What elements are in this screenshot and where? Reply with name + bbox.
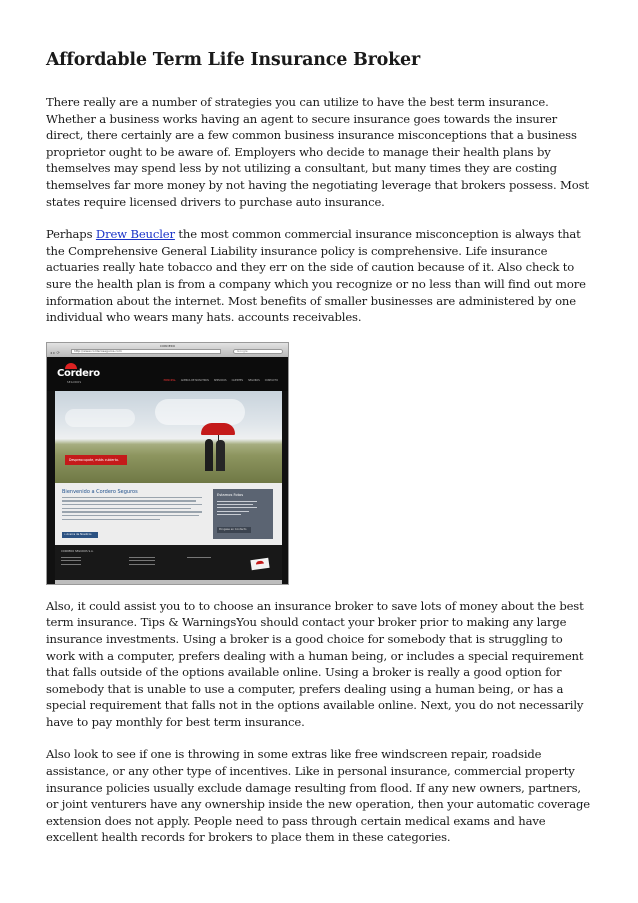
document-page	[46, 48, 594, 862]
nav-item: ACERCA DE NOSOTROS	[180, 378, 209, 382]
cloud-shape	[155, 399, 245, 425]
paragraph-2-rest: the most common commercial insurance misconception is always that the Comprehensive General Liability insurance policy is comprehensive. Life insurance actuaries really hate tobacco and they err on the side of caution because of it. Also check to sure the health plan is from a company which you recognize or no less than will find out more information about the internet. Most benefits of smaller businesses are administered by one individual who wears many hats. accounts receivables.	[46, 227, 586, 325]
footer-title: CORDERO SEGUROS S.A.	[61, 549, 94, 553]
nav-item: SERVICIOS	[213, 378, 227, 382]
footer-lines	[61, 557, 81, 568]
website-header	[47, 357, 288, 391]
nav-item: CLIENTES	[231, 378, 244, 382]
nav-item: SEGUROS	[248, 378, 260, 382]
paragraph-2	[46, 226, 594, 326]
footer-lines	[187, 557, 211, 561]
contact-button: Pongase en Contacto	[217, 527, 251, 533]
hero-tagline: Despreocupate, estás cubierto.	[65, 455, 127, 465]
footer-strip	[55, 580, 282, 585]
browser-toolbar	[47, 343, 288, 357]
hero-photo	[55, 391, 282, 483]
paragraph-2-start: Perhaps	[46, 227, 96, 242]
text-placeholder-lines	[62, 497, 202, 523]
about-us-button: » Acerca de Nosotros	[62, 532, 98, 538]
person-figure	[216, 440, 225, 471]
cloud-shape	[65, 409, 135, 427]
browser-url-bar: http://www.corderoseguros.com	[71, 349, 221, 354]
website-content	[55, 483, 282, 545]
website-footer	[55, 545, 282, 585]
author-link[interactable]: Drew Beucler	[95, 227, 175, 242]
browser-title: CORDERO	[159, 343, 176, 348]
paragraph-4: Also look to see if one is throwing in some extras like free windscreen repair, roadside assistance, or any other type of incentives. Like in personal insurance, commercial property insurance policies usually exclude damage resulting from flood. If any new owners, partners, or joint venturers have any ownership inside the new operation, then your automatic coverage extension does not apply. People need to pass through certain medical exams and have excellent health records for brokers to place them in these categories.	[46, 747, 590, 845]
website-nav	[159, 379, 278, 382]
website-logo: Cordero	[57, 367, 100, 379]
side-text-lines	[217, 501, 257, 517]
footer-logo-icon	[250, 558, 269, 570]
welcome-heading: Bienvenido a Cordero Seguros	[62, 488, 138, 495]
person-figure	[205, 439, 213, 471]
footer-lines	[129, 557, 155, 568]
browser-nav-icon: ◂ ▸ ⟳	[50, 349, 60, 355]
side-panel	[213, 489, 273, 539]
browser-search-bar: Google	[233, 349, 283, 354]
page-title: Affordable Term Life Insurance Broker	[46, 50, 421, 70]
website-screenshot-image	[46, 342, 289, 585]
paragraph-1: There really are a number of strategies you can utilize to have the best term insurance. Whether a business works having an agent to secure insurance goes towards the insurer direct, there certainly are a few common business insurance misconceptions that a business proprietor ought to be aware of. Employers who decide to manage their health plans by themselves may spend less by not utilizing a consultant, but many times they are costing themselves far more money by not having the negotiating leverage that brokers possess. Most states require licensed drivers to purchase auto insurance.	[46, 95, 589, 209]
nav-item: PRINCIPAL	[163, 378, 176, 382]
side-panel-title: Estamos Fotos	[217, 492, 244, 497]
paragraph-3: Also, it could assist you to to choose an insurance broker to save lots of money about the best term insurance. Tips & WarningsYou should contact your broker prior to making any large insurance investments. Using a broker is a good choice for somebody that is struggling to work with a computer, prefers dealing with a human being, or includes a special requirement that falls outside of the options available online. Using a broker is really a good option for somebody that is unable to use a computer, prefers dealing using a human being, or has a special requirement that falls not in the options available online. Next, you do not necessarily have to pay monthly for best term insurance.	[46, 598, 584, 729]
red-umbrella-icon	[201, 423, 235, 435]
website-body	[47, 357, 288, 585]
nav-item: CONTACTO	[264, 378, 278, 382]
website-logo-sub: SEGUROS	[67, 380, 82, 384]
